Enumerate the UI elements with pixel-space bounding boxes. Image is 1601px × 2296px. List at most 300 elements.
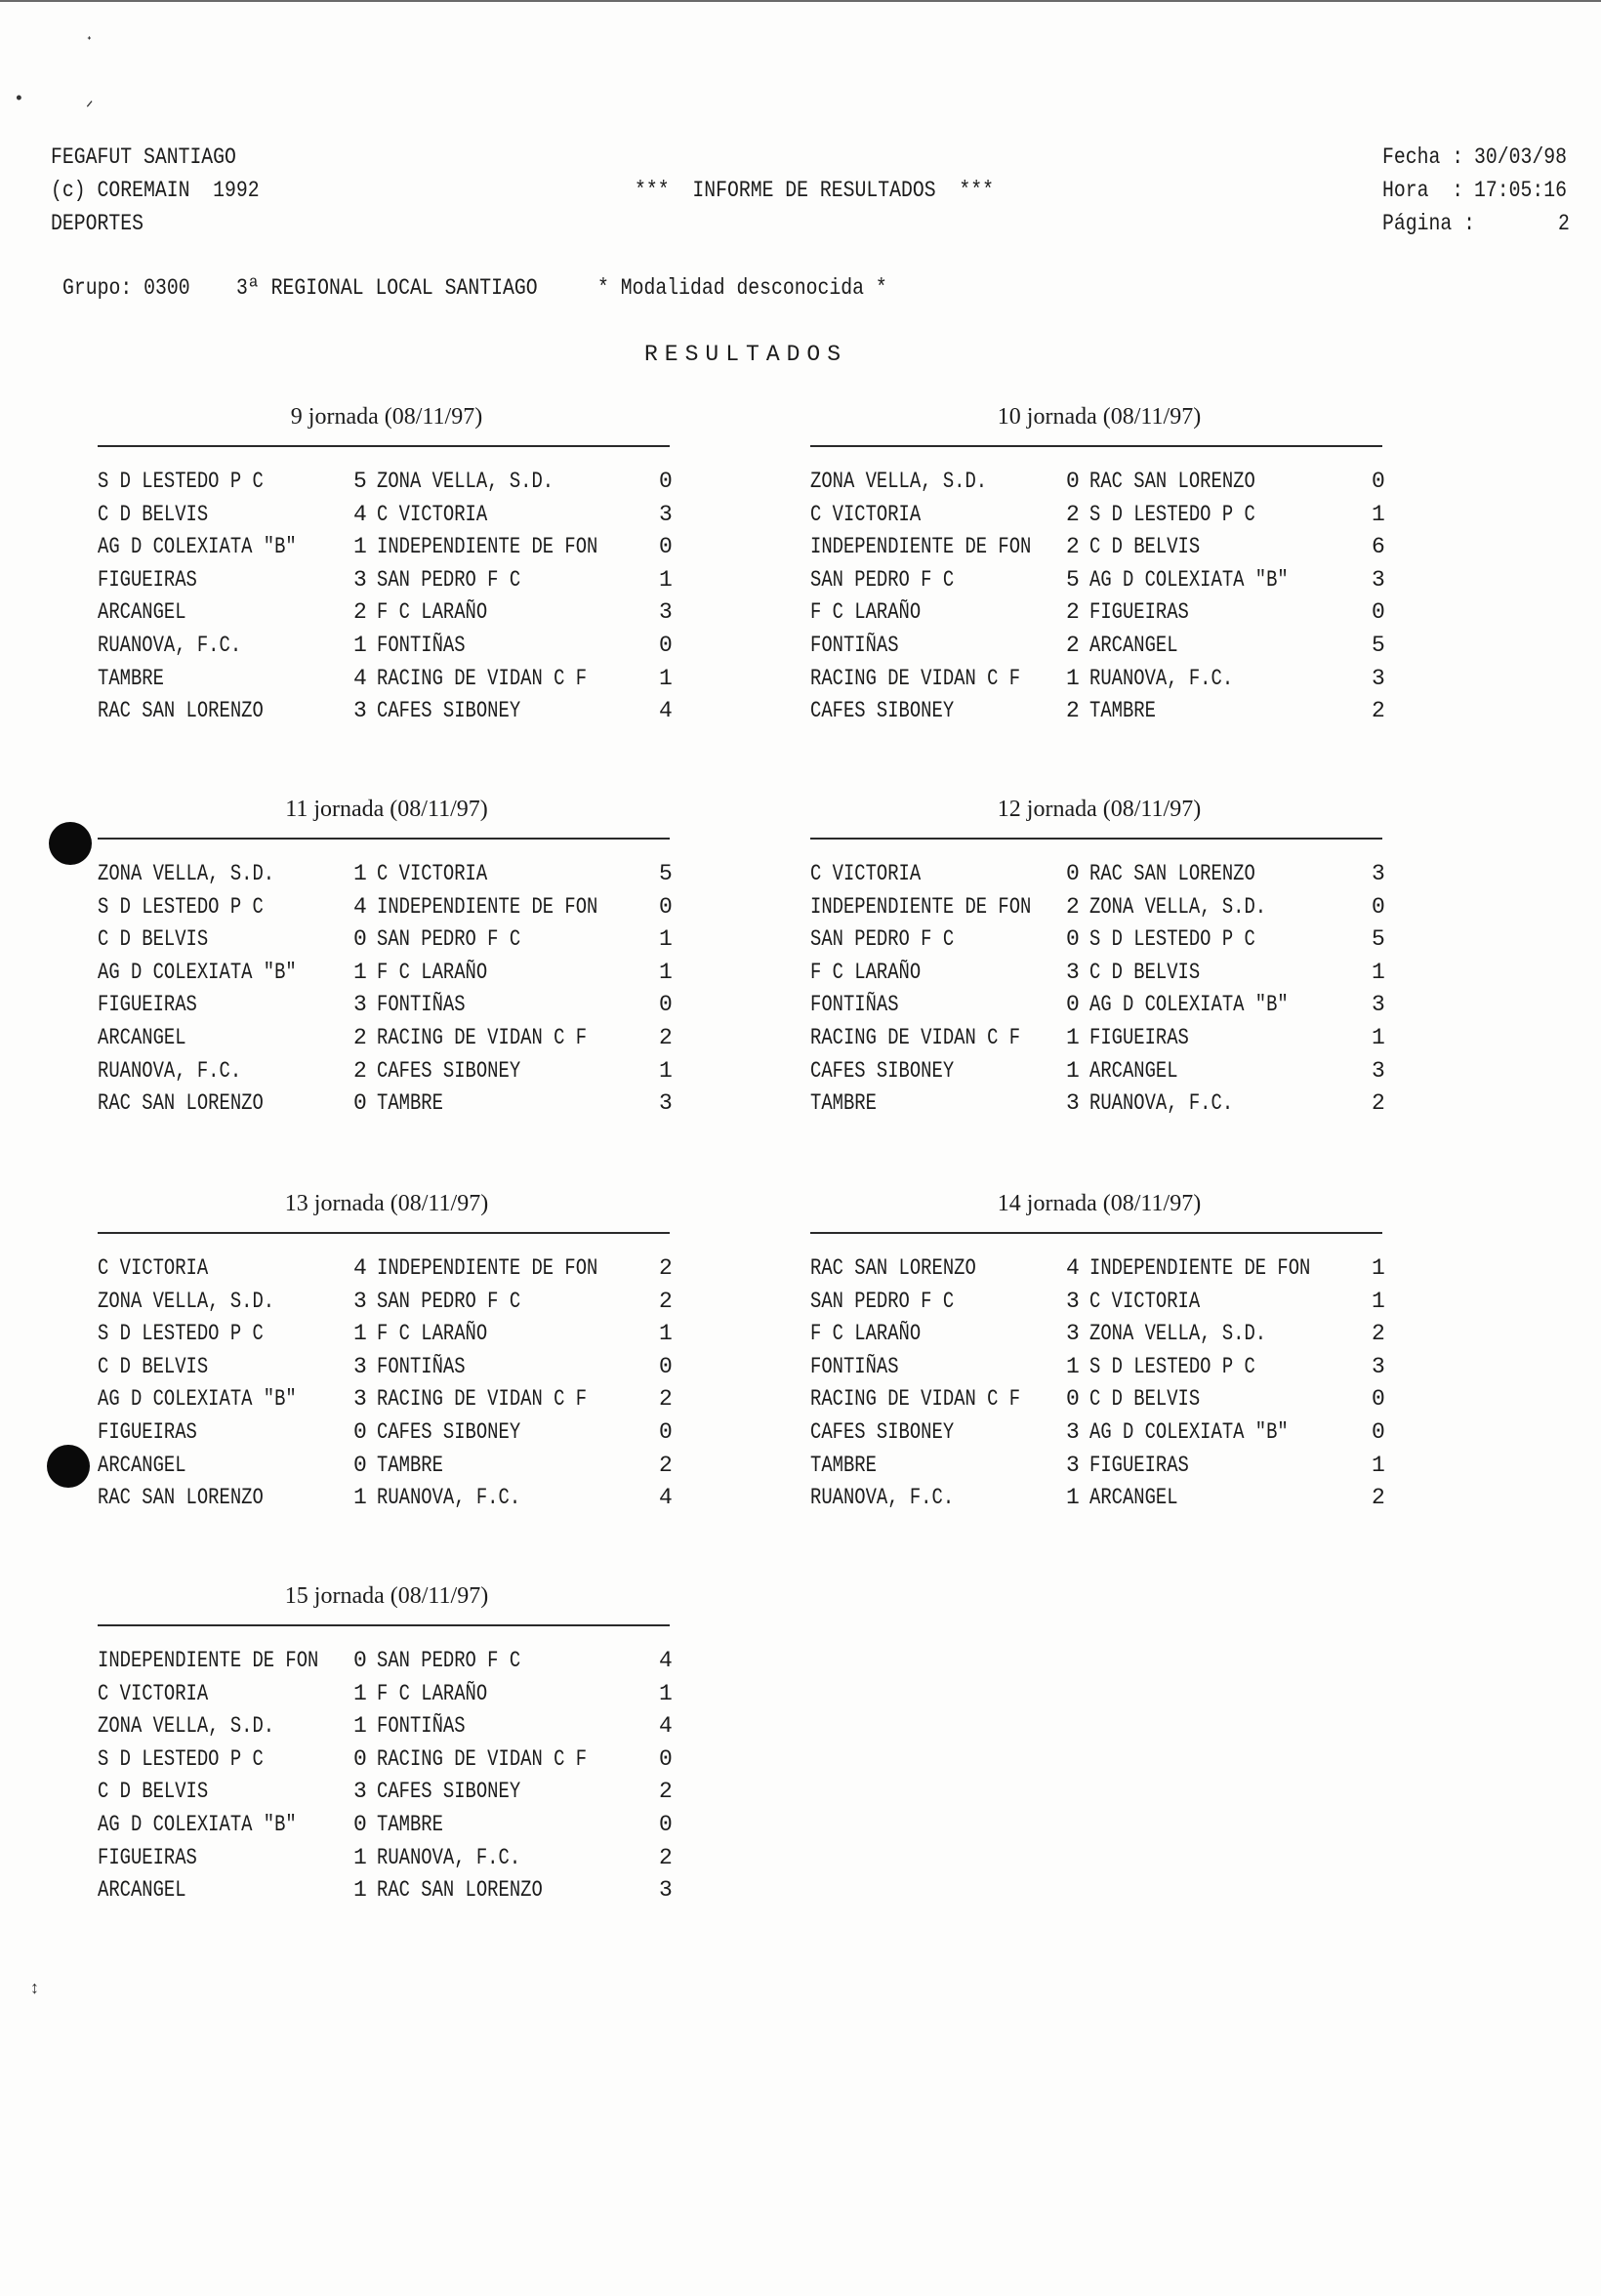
away-score: 3	[659, 501, 673, 527]
away-team: CAFES SIBONEY	[377, 1418, 521, 1445]
home-team: AG D COLEXIATA "B"	[98, 1811, 297, 1837]
home-score: 0	[1066, 926, 1080, 953]
home-team: SAN PEDRO F C	[810, 566, 955, 593]
away-team: INDEPENDIENTE DE FON	[377, 893, 598, 920]
jornada-title: 10 jornada (08/11/97)	[997, 404, 1202, 430]
match-row	[810, 1058, 1388, 1091]
home-team: ZONA VELLA, S.D.	[98, 861, 275, 886]
home-score: 4	[353, 501, 367, 527]
hora-value: 17:05:16	[1474, 178, 1567, 203]
away-team: SAN PEDRO F C	[377, 566, 521, 593]
away-team: F C LARAÑO	[377, 1680, 488, 1706]
match-row	[98, 926, 676, 960]
match-row	[810, 1485, 1388, 1518]
match-row	[98, 1648, 676, 1681]
match-row	[98, 666, 676, 699]
match-row	[98, 1681, 676, 1714]
away-team: F C LARAÑO	[377, 599, 488, 626]
match-row	[98, 567, 676, 600]
home-team: RAC SAN LORENZO	[810, 1255, 976, 1281]
home-team: C D BELVIS	[98, 501, 209, 527]
away-team: C D BELVIS	[1089, 959, 1201, 985]
away-score: 1	[659, 566, 673, 593]
away-team: CAFES SIBONEY	[377, 698, 521, 724]
home-team: RUANOVA, F.C.	[810, 1485, 955, 1511]
home-score: 5	[1066, 566, 1080, 593]
home-score: 1	[1066, 1353, 1080, 1379]
match-list	[98, 1255, 676, 1518]
away-score: 0	[1372, 893, 1385, 920]
match-row	[810, 1255, 1388, 1289]
home-score: 0	[1066, 1386, 1080, 1413]
away-score: 4	[659, 698, 673, 724]
home-score: 1	[353, 1485, 367, 1511]
home-team: FIGUEIRAS	[98, 992, 197, 1018]
away-team: FONTIÑAS	[377, 1353, 466, 1379]
away-score: 0	[1372, 1386, 1385, 1413]
jornada-divider	[810, 838, 1382, 840]
scan-speck: ˖	[84, 27, 95, 47]
match-row	[810, 992, 1388, 1025]
home-score: 3	[353, 1288, 367, 1314]
match-row	[98, 1713, 676, 1746]
jornada-title: 11 jornada (08/11/97)	[285, 797, 488, 822]
away-team: SAN PEDRO F C	[377, 1648, 521, 1673]
away-score: 2	[659, 1024, 673, 1050]
match-row	[810, 1321, 1388, 1354]
match-row	[98, 1419, 676, 1453]
org-name: FEGAFUT SANTIAGO	[51, 144, 236, 170]
home-score: 2	[1066, 534, 1080, 560]
away-score: 4	[659, 1713, 673, 1740]
match-row	[98, 1058, 676, 1091]
away-score: 3	[1372, 992, 1385, 1018]
away-team: ARCANGEL	[1089, 1057, 1178, 1084]
home-score: 0	[353, 1811, 367, 1837]
section-title: RESULTADOS	[644, 342, 848, 367]
home-score: 1	[1066, 665, 1080, 691]
match-row	[810, 698, 1388, 731]
home-team: S D LESTEDO P C	[98, 893, 264, 920]
away-score: 1	[659, 926, 673, 953]
match-row	[98, 992, 676, 1025]
away-team: FONTIÑAS	[377, 1713, 466, 1740]
home-team: RACING DE VIDAN C F	[810, 1386, 1021, 1413]
home-score: 4	[1066, 1255, 1080, 1281]
away-score: 3	[1372, 861, 1385, 886]
away-team: RUANOVA, F.C.	[1089, 665, 1234, 691]
home-team: ZONA VELLA, S.D.	[810, 469, 988, 494]
jornada-block	[810, 1191, 1388, 1523]
match-row	[98, 1485, 676, 1518]
away-score: 0	[659, 1418, 673, 1445]
away-team: RACING DE VIDAN C F	[377, 1024, 588, 1050]
away-score: 0	[659, 1811, 673, 1837]
match-row	[810, 1386, 1388, 1419]
match-row	[98, 1845, 676, 1878]
match-list	[98, 1648, 676, 1910]
jornada-block	[98, 1191, 676, 1523]
away-team: C VICTORIA	[377, 861, 488, 886]
match-row	[810, 960, 1388, 993]
match-row	[810, 1453, 1388, 1486]
away-team: AG D COLEXIATA "B"	[1089, 566, 1289, 593]
away-score: 4	[659, 1485, 673, 1511]
home-score: 2	[1066, 599, 1080, 626]
away-team: RACING DE VIDAN C F	[377, 1745, 588, 1772]
home-score: 3	[1066, 1090, 1080, 1117]
away-team: RAC SAN LORENZO	[377, 1877, 543, 1904]
away-score: 0	[659, 992, 673, 1018]
punch-hole	[49, 822, 92, 865]
away-team: RUANOVA, F.C.	[1089, 1090, 1234, 1117]
jornada-divider	[98, 1232, 670, 1234]
home-team: C VICTORIA	[810, 861, 922, 886]
match-list	[810, 469, 1388, 731]
away-score: 1	[1372, 1288, 1385, 1314]
pagina-label: Página :	[1382, 211, 1475, 236]
home-score: 3	[353, 992, 367, 1018]
away-score: 1	[1372, 1024, 1385, 1050]
away-score: 1	[659, 665, 673, 691]
away-score: 2	[659, 1844, 673, 1870]
home-team: AG D COLEXIATA "B"	[98, 534, 297, 560]
jornada-divider	[810, 445, 1382, 447]
match-list	[810, 861, 1388, 1124]
away-score: 5	[1372, 632, 1385, 658]
away-score: 0	[659, 1745, 673, 1772]
jornada-divider	[98, 838, 670, 840]
match-row	[810, 534, 1388, 567]
away-team: INDEPENDIENTE DE FON	[1089, 1255, 1311, 1281]
away-team: ARCANGEL	[1089, 1485, 1178, 1511]
jornada-divider	[98, 1624, 670, 1626]
home-score: 1	[353, 959, 367, 985]
away-score: 3	[659, 1090, 673, 1117]
away-score: 6	[1372, 534, 1385, 560]
home-team: RAC SAN LORENZO	[98, 1485, 264, 1511]
home-team: AG D COLEXIATA "B"	[98, 959, 297, 985]
match-row	[98, 633, 676, 666]
home-score: 3	[1066, 1452, 1080, 1478]
home-team: C VICTORIA	[98, 1680, 209, 1706]
away-team: TAMBRE	[1089, 698, 1156, 724]
match-row	[810, 926, 1388, 960]
home-team: INDEPENDIENTE DE FON	[810, 534, 1032, 560]
home-team: CAFES SIBONEY	[810, 1418, 955, 1445]
home-score: 0	[353, 1745, 367, 1772]
away-score: 3	[1372, 1057, 1385, 1084]
match-row	[98, 1255, 676, 1289]
away-score: 3	[1372, 566, 1385, 593]
away-team: S D LESTEDO P C	[1089, 926, 1255, 953]
home-score: 4	[353, 893, 367, 920]
match-row	[98, 502, 676, 535]
match-row	[810, 567, 1388, 600]
away-score: 5	[1372, 926, 1385, 953]
away-team: RUANOVA, F.C.	[377, 1844, 521, 1870]
away-score: 3	[1372, 665, 1385, 691]
match-row	[98, 1779, 676, 1812]
away-score: 1	[659, 1057, 673, 1084]
home-team: SAN PEDRO F C	[810, 1288, 955, 1314]
home-score: 5	[353, 469, 367, 494]
home-score: 1	[353, 632, 367, 658]
home-team: ARCANGEL	[98, 599, 186, 626]
match-row	[810, 599, 1388, 633]
away-score: 1	[1372, 1255, 1385, 1281]
home-score: 1	[353, 1844, 367, 1870]
jornada-title: 14 jornada (08/11/97)	[997, 1191, 1202, 1216]
home-team: TAMBRE	[810, 1452, 877, 1478]
match-row	[98, 599, 676, 633]
away-team: C D BELVIS	[1089, 1386, 1201, 1413]
modality-note: * Modalidad desconocida *	[597, 275, 887, 301]
scan-speck: •	[14, 90, 24, 109]
home-team: ZONA VELLA, S.D.	[98, 1713, 275, 1740]
home-score: 3	[1066, 1288, 1080, 1314]
away-team: ARCANGEL	[1089, 632, 1178, 658]
away-score: 0	[1372, 469, 1385, 494]
home-score: 1	[353, 861, 367, 886]
home-score: 1	[353, 1680, 367, 1706]
match-row	[98, 1321, 676, 1354]
fecha-value: 30/03/98	[1474, 144, 1567, 170]
home-team: ARCANGEL	[98, 1452, 186, 1478]
match-row	[810, 1090, 1388, 1124]
home-team: RACING DE VIDAN C F	[810, 1024, 1021, 1050]
away-score: 2	[659, 1288, 673, 1314]
away-score: 2	[1372, 698, 1385, 724]
home-team: S D LESTEDO P C	[98, 1321, 264, 1347]
department-line: DEPORTES	[51, 211, 144, 236]
copyright-line: (c) COREMAIN 1992	[51, 178, 260, 203]
away-team: S D LESTEDO P C	[1089, 1353, 1255, 1379]
match-row	[98, 960, 676, 993]
home-score: 0	[353, 1090, 367, 1117]
home-team: RAC SAN LORENZO	[98, 1090, 264, 1117]
home-score: 2	[1066, 698, 1080, 724]
match-row	[98, 1877, 676, 1910]
away-score: 4	[659, 1648, 673, 1673]
home-team: RACING DE VIDAN C F	[810, 665, 1021, 691]
match-row	[98, 861, 676, 894]
away-score: 3	[659, 599, 673, 626]
scan-speck: ↕	[29, 1980, 40, 1999]
away-score: 1	[1372, 501, 1385, 527]
home-score: 0	[353, 1452, 367, 1478]
away-team: C D BELVIS	[1089, 534, 1201, 560]
away-score: 1	[659, 959, 673, 985]
jornada-title: 13 jornada (08/11/97)	[284, 1191, 489, 1216]
home-score: 0	[1066, 861, 1080, 886]
home-team: CAFES SIBONEY	[810, 698, 955, 724]
home-team: FIGUEIRAS	[98, 566, 197, 593]
home-team: FIGUEIRAS	[98, 1844, 197, 1870]
match-row	[810, 1289, 1388, 1322]
away-score: 2	[659, 1386, 673, 1413]
jornada-title: 15 jornada (08/11/97)	[284, 1583, 489, 1609]
home-score: 2	[1066, 501, 1080, 527]
jornada-block	[98, 404, 676, 736]
away-score: 3	[659, 1877, 673, 1904]
away-team: CAFES SIBONEY	[377, 1057, 521, 1084]
away-team: C VICTORIA	[1089, 1288, 1201, 1314]
away-team: FIGUEIRAS	[1089, 599, 1189, 626]
home-score: 3	[353, 1353, 367, 1379]
away-team: SAN PEDRO F C	[377, 1288, 521, 1314]
match-list	[98, 469, 676, 731]
home-team: TAMBRE	[810, 1090, 877, 1117]
match-row	[98, 1354, 676, 1387]
match-row	[810, 861, 1388, 894]
home-score: 1	[1066, 1024, 1080, 1050]
home-team: INDEPENDIENTE DE FON	[810, 893, 1032, 920]
away-team: TAMBRE	[377, 1452, 443, 1478]
home-score: 2	[1066, 893, 1080, 920]
home-team: C D BELVIS	[98, 926, 209, 953]
match-row	[810, 1354, 1388, 1387]
home-team: C VICTORIA	[810, 501, 922, 527]
home-score: 3	[1066, 959, 1080, 985]
away-team: INDEPENDIENTE DE FON	[377, 1255, 598, 1281]
jornada-block	[810, 797, 1388, 1128]
home-score: 3	[353, 566, 367, 593]
away-score: 3	[1372, 1353, 1385, 1379]
jornada-block	[98, 797, 676, 1128]
away-team: ZONA VELLA, S.D.	[1089, 893, 1267, 920]
home-score: 3	[1066, 1418, 1080, 1445]
away-team: FONTIÑAS	[377, 992, 466, 1018]
jornada-divider	[98, 445, 670, 447]
away-team: SAN PEDRO F C	[377, 926, 521, 953]
home-team: SAN PEDRO F C	[810, 926, 955, 953]
match-row	[810, 666, 1388, 699]
home-score: 0	[1066, 992, 1080, 1018]
away-team: AG D COLEXIATA "B"	[1089, 992, 1289, 1018]
match-row	[810, 1025, 1388, 1058]
away-team: FIGUEIRAS	[1089, 1024, 1189, 1050]
away-team: C VICTORIA	[377, 501, 488, 527]
home-team: CAFES SIBONEY	[810, 1057, 955, 1084]
home-team: INDEPENDIENTE DE FON	[98, 1648, 319, 1673]
home-score: 3	[353, 698, 367, 724]
competition-name: 3ª REGIONAL LOCAL SANTIAGO	[236, 275, 538, 301]
match-row	[810, 633, 1388, 666]
match-row	[98, 1453, 676, 1486]
home-team: ARCANGEL	[98, 1024, 186, 1050]
home-team: FONTIÑAS	[810, 1353, 899, 1379]
away-score: 0	[659, 534, 673, 560]
home-team: FONTIÑAS	[810, 632, 899, 658]
match-list	[810, 1255, 1388, 1518]
home-score: 0	[353, 1648, 367, 1673]
away-score: 0	[659, 893, 673, 920]
home-score: 0	[353, 926, 367, 953]
home-score: 0	[1066, 469, 1080, 494]
away-team: S D LESTEDO P C	[1089, 501, 1255, 527]
home-team: S D LESTEDO P C	[98, 469, 264, 494]
match-row	[98, 1812, 676, 1845]
away-team: FONTIÑAS	[377, 632, 466, 658]
away-team: RACING DE VIDAN C F	[377, 1386, 588, 1413]
match-row	[810, 502, 1388, 535]
scan-speck: ᐟ	[86, 100, 94, 119]
match-row	[810, 469, 1388, 502]
away-score: 0	[1372, 599, 1385, 626]
home-team: F C LARAÑO	[810, 959, 922, 985]
away-score: 5	[659, 861, 673, 886]
home-team: ZONA VELLA, S.D.	[98, 1288, 275, 1314]
home-score: 3	[353, 1386, 367, 1413]
away-team: TAMBRE	[377, 1090, 443, 1117]
home-team: F C LARAÑO	[810, 1321, 922, 1347]
home-team: RUANOVA, F.C.	[98, 1057, 242, 1084]
pagina-value: 2	[1558, 211, 1570, 236]
away-score: 0	[659, 632, 673, 658]
away-score: 2	[1372, 1321, 1385, 1347]
home-team: C D BELVIS	[98, 1353, 209, 1379]
away-team: RACING DE VIDAN C F	[377, 665, 588, 691]
home-score: 1	[353, 1713, 367, 1740]
match-row	[98, 534, 676, 567]
away-score: 1	[659, 1680, 673, 1706]
punch-hole	[47, 1445, 90, 1488]
match-row	[98, 1289, 676, 1322]
away-team: F C LARAÑO	[377, 959, 488, 985]
jornada-divider	[810, 1232, 1382, 1234]
match-row	[98, 894, 676, 927]
hora-label: Hora :	[1382, 178, 1464, 203]
home-team: FIGUEIRAS	[98, 1418, 197, 1445]
match-row	[810, 1419, 1388, 1453]
home-score: 2	[353, 599, 367, 626]
home-team: F C LARAÑO	[810, 599, 922, 626]
away-score: 1	[659, 1321, 673, 1347]
home-score: 3	[353, 1779, 367, 1805]
home-score: 4	[353, 665, 367, 691]
away-score: 2	[1372, 1485, 1385, 1511]
group-code: Grupo: 0300	[62, 275, 190, 301]
home-team: RUANOVA, F.C.	[98, 632, 242, 658]
away-score: 2	[659, 1452, 673, 1478]
away-team: ZONA VELLA, S.D.	[1089, 1321, 1267, 1347]
home-score: 1	[353, 1877, 367, 1904]
match-list	[98, 861, 676, 1124]
away-team: RAC SAN LORENZO	[1089, 861, 1255, 886]
home-team: C D BELVIS	[98, 1779, 209, 1805]
home-team: ARCANGEL	[98, 1877, 186, 1904]
home-team: FONTIÑAS	[810, 992, 899, 1018]
away-team: TAMBRE	[377, 1811, 443, 1837]
home-score: 1	[353, 1321, 367, 1347]
match-row	[98, 698, 676, 731]
away-score: 0	[659, 1353, 673, 1379]
away-score: 0	[659, 469, 673, 494]
away-team: F C LARAÑO	[377, 1321, 488, 1347]
match-row	[810, 894, 1388, 927]
away-team: RAC SAN LORENZO	[1089, 469, 1255, 494]
home-score: 4	[353, 1255, 367, 1281]
away-score: 1	[1372, 959, 1385, 985]
jornada-title: 12 jornada (08/11/97)	[997, 797, 1202, 822]
home-team: S D LESTEDO P C	[98, 1745, 264, 1772]
away-team: CAFES SIBONEY	[377, 1779, 521, 1805]
fecha-label: Fecha :	[1382, 144, 1464, 170]
jornada-block	[98, 1583, 676, 1915]
match-row	[98, 1090, 676, 1124]
jornada-block	[810, 404, 1388, 736]
